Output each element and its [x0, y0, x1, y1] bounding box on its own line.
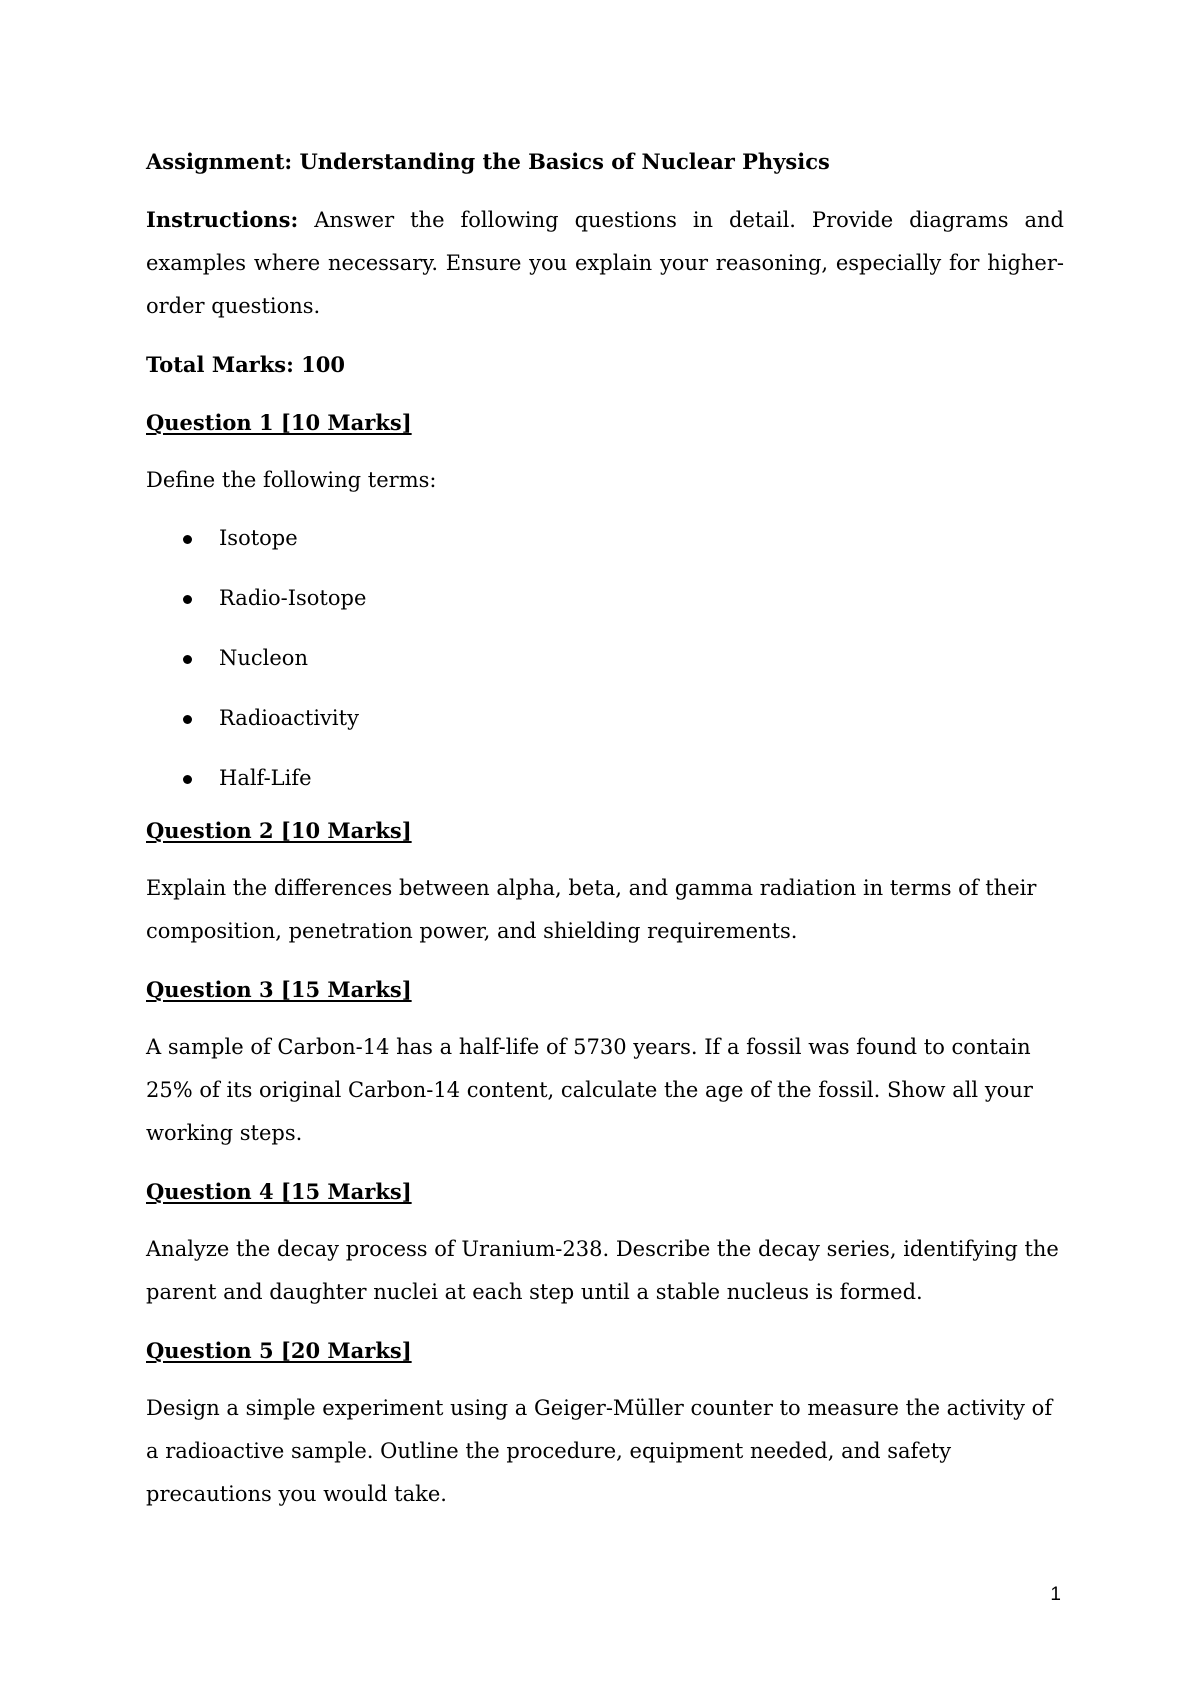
total-marks: Total Marks: 100	[146, 352, 346, 377]
assignment-title: Assignment: Understanding the Basics of Nuclear Physics	[146, 149, 830, 174]
list-item	[146, 757, 1064, 800]
list-item	[146, 517, 1064, 560]
question-3-heading: Question 3 [15 Marks]	[146, 977, 412, 1002]
term-label: Isotope	[219, 526, 298, 550]
bullet-icon	[183, 655, 192, 664]
list-item	[146, 697, 1064, 740]
list-item	[146, 637, 1064, 680]
list-item	[146, 577, 1064, 620]
term-label: Nucleon	[219, 646, 308, 670]
question-4-text: Analyze the decay process of Uranium-238. Describe the decay series, identifying the parent and daughter nuclei at each step until a stable nucleus is formed.	[146, 1237, 1059, 1304]
bullet-icon	[183, 775, 192, 784]
instructions-text: Answer the following questions in detail. Provide diagrams and examples where necessary. Ensure you explain your reasoning, especially for higher-order questions.	[146, 208, 1064, 318]
question-1-heading: Question 1 [10 Marks]	[146, 410, 412, 435]
bullet-icon	[183, 595, 192, 604]
instructions-label: Instructions:	[146, 207, 299, 232]
bullet-icon	[183, 715, 192, 724]
question-2-text: Explain the differences between alpha, beta, and gamma radiation in terms of their composition, penetration power, and shielding requirements.	[146, 876, 1037, 943]
question-4-heading: Question 4 [15 Marks]	[146, 1179, 412, 1204]
question-2-heading: Question 2 [10 Marks]	[146, 818, 412, 843]
question-3-text: A sample of Carbon-14 has a half-life of 5730 years. If a fossil was found to contain 25% of its original Carbon-14 content, calculate the age of the fossil. Show all your working steps.	[146, 1035, 1033, 1145]
term-label: Radio-Isotope	[219, 586, 367, 610]
document-body	[146, 140, 1064, 1531]
question-5-text: Design a simple experiment using a Geiger-Müller counter to measure the activity of a radioactive sample. Outline the procedure, equipment needed, and safety precautions you would take.	[146, 1396, 1053, 1506]
question-5-heading: Question 5 [20 Marks]	[146, 1338, 412, 1363]
bullet-icon	[183, 535, 192, 544]
instructions-paragraph	[146, 198, 1064, 328]
page-number: 1	[1050, 1584, 1061, 1605]
question-1-text: Define the following terms:	[146, 468, 437, 492]
term-label: Half-Life	[219, 766, 312, 790]
question-1-term-list	[146, 517, 1064, 800]
term-label: Radioactivity	[219, 706, 359, 730]
